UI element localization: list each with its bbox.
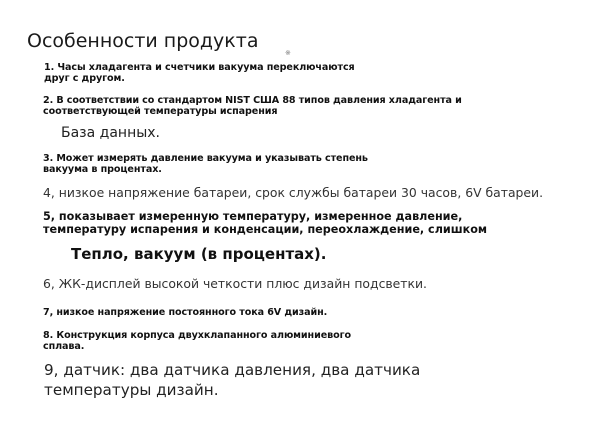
feature-6: 6, ЖК-дисплей высокой четкости плюс дизайн подсветки. [43, 276, 428, 291]
decorative-mark: ※ [285, 49, 291, 57]
feature-3: 3. Может измерять давление вакуума и указывать степень вакуума в процентах. [43, 153, 368, 175]
feature-5: 5, показывает измеренную температуру, измеренное давление, температуру испарения и конденсации, переохлаждение, слишком [43, 210, 488, 236]
page-title: Особенности продукта [27, 30, 259, 52]
feature-9: 9, датчик: два датчика давления, два датчика температуры дизайн. [44, 361, 421, 399]
feature-1: 1. Часы хладагента и счетчики вакуума переключаются друг с другом. [44, 62, 355, 84]
feature-2-continuation: База данных. [61, 125, 161, 141]
feature-8: 8. Конструкция корпуса двухклапанного алюминиевого сплава. [43, 330, 351, 352]
feature-7: 7, низкое напряжение постоянного тока 6V дизайн. [43, 307, 328, 318]
feature-5-continuation: Тепло, вакуум (в процентах). [71, 245, 327, 263]
feature-2: 2. В соответствии со стандартом NIST США 88 типов давления хладагента и соответствующей температуры испарения [43, 95, 462, 117]
feature-4: 4, низкое напряжение батареи, срок службы батареи 30 часов, 6V батареи. [43, 185, 544, 200]
